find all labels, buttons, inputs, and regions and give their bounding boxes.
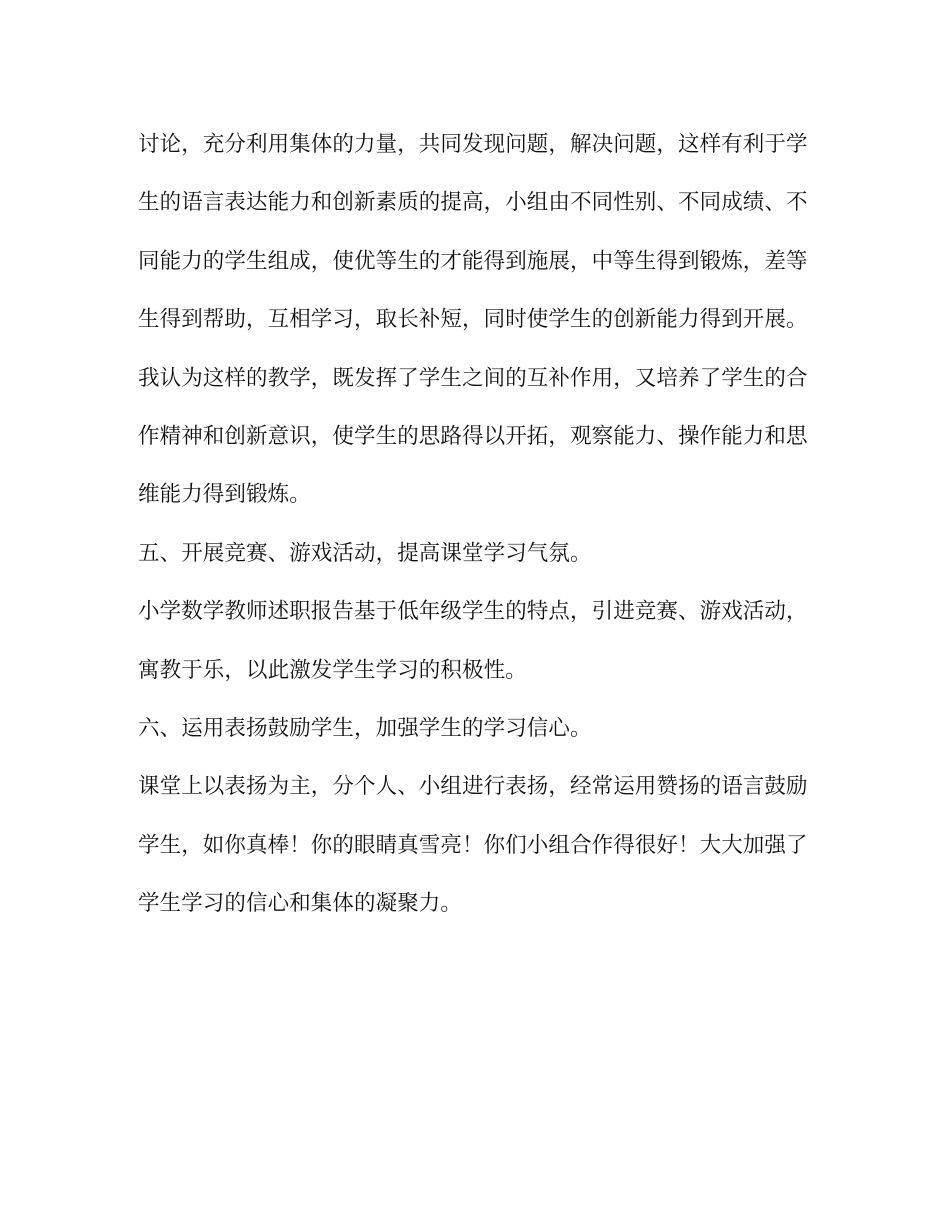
- text-line: 寓教于乐，以此激发学生学习的积极性。: [138, 657, 527, 683]
- section-heading: 五、开展竞赛、游戏活动，提高课堂学习气氛。: [138, 540, 592, 566]
- text-line: 我认为这样的教学，既发挥了学生之间的互补作用，又培养了学生的合: [138, 365, 808, 391]
- text-line: 作精神和创新意识，使学生的思路得以开拓，观察能力、操作能力和思: [138, 423, 808, 449]
- document-body: [138, 116, 828, 933]
- text-line: 生的语言表达能力和创新素质的提高，小组由不同性别、不同成绩、不: [138, 190, 808, 216]
- text-line: 讨论，充分利用集体的力量，共同发现问题，解决问题，这样有利于学: [138, 132, 808, 157]
- text-line: 维能力得到锻炼。: [138, 482, 311, 508]
- text-line: 生得到帮助，互相学习，取长补短，同时使学生的创新能力得到开展。: [138, 307, 808, 333]
- text-line: 同能力的学生组成，使优等生的才能得到施展，中等生得到锻炼，差等: [138, 248, 808, 274]
- text-line: 学生学习的信心和集体的凝聚力。: [138, 891, 463, 917]
- text-line: 小学数学教师述职报告基于低年级学生的特点，引进竞赛、游戏活动，: [138, 599, 808, 625]
- section-heading: 六、运用表扬鼓励学生，加强学生的学习信心。: [138, 715, 592, 741]
- text-line: 学生，如你真棒！你的眼睛真雪亮！你们小组合作得很好！大大加强了: [138, 832, 808, 858]
- text-line: 课堂上以表扬为主，分个人、小组进行表扬，经常运用赞扬的语言鼓励: [138, 774, 808, 800]
